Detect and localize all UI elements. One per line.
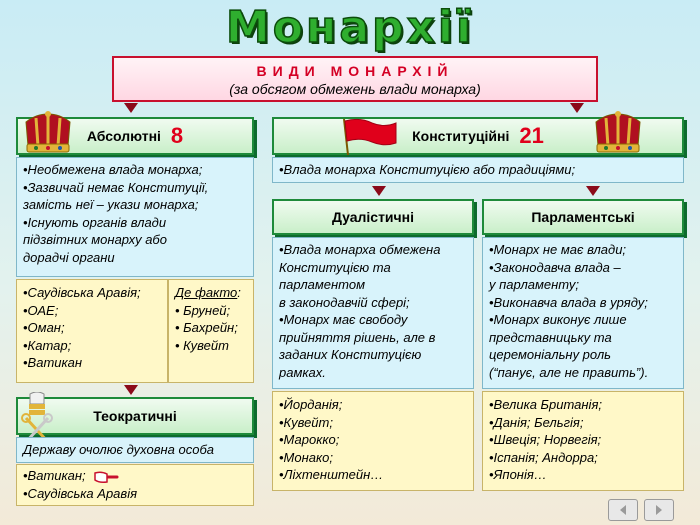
parliamentary-header: [482, 199, 684, 235]
absolute-feature-line: дорадчі органи: [23, 249, 115, 265]
parliamentary-feature-line: церемоніальну роль: [489, 347, 612, 362]
dualistic-feature-line: рамках.: [279, 364, 326, 380]
absolute-examples: [16, 279, 168, 383]
absolute-feature-line: •Необмежена влада монарха;: [23, 162, 203, 177]
types-header: [112, 56, 598, 102]
arrow-to-dualistic: [372, 186, 386, 196]
absolute-feature-line: замість неї – укази монарха;: [23, 197, 199, 212]
country-item: • Кувейт: [175, 337, 229, 353]
country-item: •Іспанія; Андорра;: [489, 449, 598, 465]
parliamentary-label: Парламентські: [531, 209, 635, 225]
parliamentary-feature-line: •Виконавча влада в уряду;: [489, 294, 648, 310]
theocratic-label: Теократичні: [93, 408, 177, 424]
arrow-to-parliamentary: [586, 186, 600, 196]
types-heading: ВИДИ МОНАРХІЙ: [256, 63, 454, 79]
constitutional-label: Конституційні: [412, 128, 510, 144]
country-item: •Швеція; Норвегія;: [489, 432, 602, 447]
dualistic-feature-line: в законодавчій сфері;: [279, 294, 410, 310]
country-item: •Велика Британія;: [489, 397, 602, 412]
country-item: •Ватикан;: [23, 468, 86, 483]
country-item: •Йорданія;: [279, 397, 343, 412]
absolute-label: Абсолютні: [86, 128, 161, 144]
dualistic-features: [272, 237, 474, 389]
pointing-hand-icon: [93, 470, 119, 484]
parliamentary-feature-line: •Монарх виконує лише: [489, 312, 627, 327]
prev-button[interactable]: [608, 499, 638, 521]
country-item: •Кувейт;: [279, 414, 333, 430]
dualistic-feature-line: Конституцією та: [279, 259, 391, 275]
dualistic-feature-line: прийняття рішень, але в: [279, 329, 436, 345]
country-item: •Саудівська Аравія;: [23, 285, 141, 300]
dualistic-feature-line: парламентом: [279, 277, 366, 292]
absolute-feature-line: підзвітних монарху або: [23, 232, 167, 247]
de-facto-title: Де факто: [175, 285, 238, 300]
dualistic-feature-line: •Монарх має свободу: [279, 312, 408, 327]
de-facto-examples: Де факто: • Бруней; • Бахрейн; • Кувейт: [168, 279, 254, 383]
theocratic-feature: Державу очолює духовна особа: [16, 437, 254, 463]
crown-icon: [592, 110, 644, 156]
red-flag-icon: [340, 115, 400, 157]
parliamentary-feature-line: (“панує, але не править”).: [489, 364, 649, 380]
absolute-count: 8: [170, 123, 184, 148]
next-icon: [652, 503, 666, 517]
country-item: • Бахрейн;: [175, 320, 238, 335]
country-item: •Монако;: [279, 449, 333, 465]
country-item: •Ватикан: [23, 355, 83, 370]
parliamentary-feature-line: у парламенту;: [489, 277, 579, 292]
country-item: •Оман;: [23, 320, 65, 335]
arrow-to-constitutional: [570, 103, 584, 113]
dualistic-examples: [272, 391, 474, 491]
parliamentary-feature-line: •Законодавча влада –: [489, 259, 621, 275]
constitutional-count: 21: [519, 123, 544, 148]
absolute-feature-line: •Зазвичай немає Конституції,: [23, 179, 209, 195]
crown-icon: [22, 110, 74, 156]
arrow-to-absolute: [124, 103, 138, 113]
parliamentary-examples: [482, 391, 684, 491]
theocratic-examples: [16, 464, 254, 506]
country-item: •ОАЕ;: [23, 302, 59, 318]
country-item: •Японія…: [489, 467, 547, 482]
country-item: • Бруней;: [175, 302, 231, 318]
country-item: •Ліхтенштейн…: [279, 467, 384, 482]
next-button[interactable]: [644, 499, 674, 521]
page-title: Монархії: [225, 2, 475, 53]
parliamentary-features: [482, 237, 684, 389]
country-item: •Данія; Бельгія;: [489, 414, 584, 430]
types-subheading: (за обсягом обмежень влади монарха): [229, 81, 481, 97]
country-item: •Катар;: [23, 337, 72, 353]
arrow-to-theocratic: [124, 385, 138, 395]
country-item: •Марокко;: [279, 432, 340, 447]
dualistic-feature-line: •Влада монарха обмежена: [279, 242, 441, 257]
dualistic-header: [272, 199, 474, 235]
absolute-features: [16, 157, 254, 277]
country-item: •Саудівська Аравія: [23, 485, 138, 501]
dualistic-label: Дуалістичні: [331, 209, 415, 225]
parliamentary-feature-line: •Монарх не має влади;: [489, 242, 627, 257]
parliamentary-feature-line: представницьку та: [489, 329, 612, 345]
absolute-feature-line: •Існують органів влади: [23, 214, 167, 230]
prev-icon: [616, 503, 630, 517]
dualistic-feature-line: заданих Конституцією: [279, 347, 422, 362]
constitutional-feature: •Влада монарха Конституцією або традиціями;: [272, 157, 684, 183]
